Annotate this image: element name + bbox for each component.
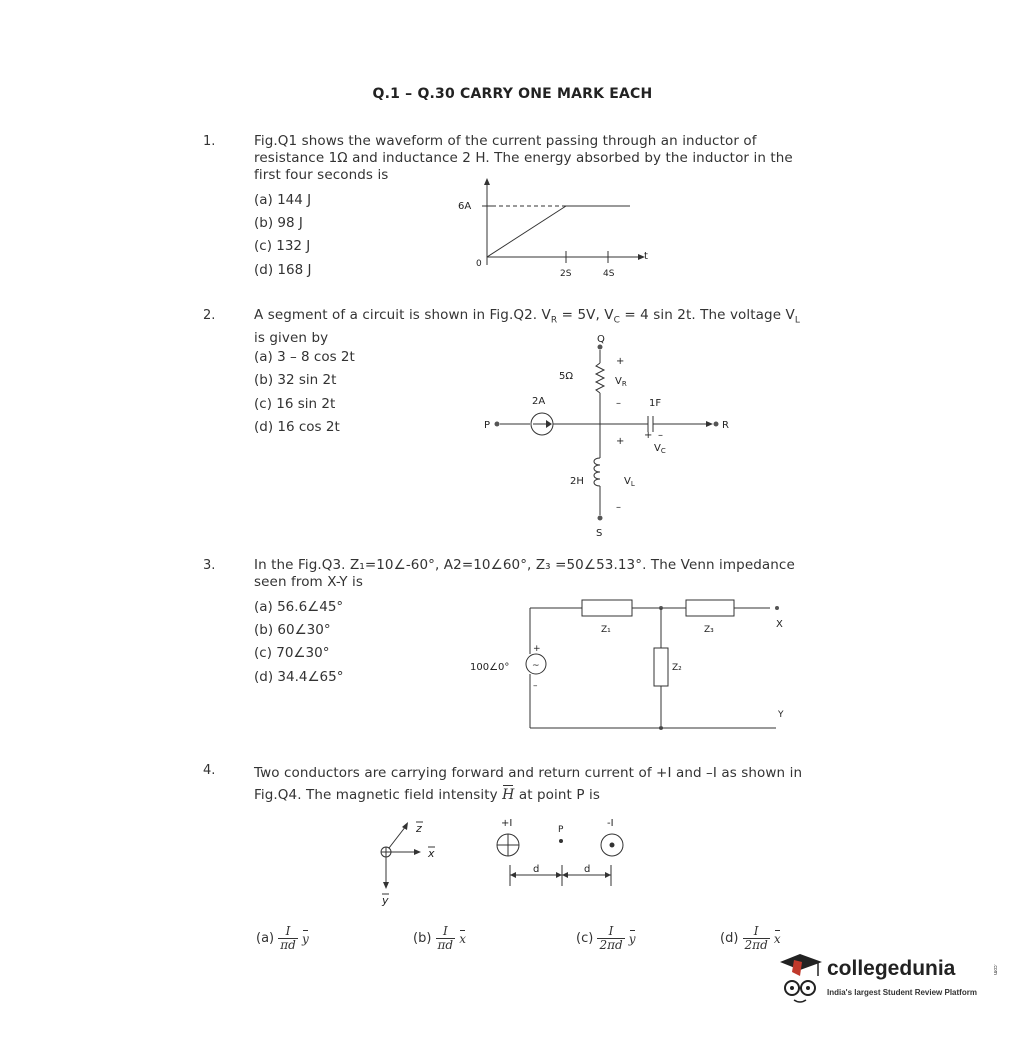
question-4-line-2b: at point P is [514,787,600,803]
fig-q2-capacitor-label: 1F [649,398,662,409]
fig-q4-plus-i: +I [501,818,513,829]
fig-q2-resistor-label: 5Ω [559,371,574,382]
logo-com: .com [992,964,998,975]
fig-q2-vl-minus: – [616,502,621,513]
fig-q2-node-s: S [596,528,603,539]
question-3-option-b: (b) 60∠30° [254,622,331,638]
fig-q2-inductor-label: 2H [570,476,584,487]
vector-h: H [502,787,515,803]
fig-q2-node-p: P [484,420,491,431]
figure-q4-conductors [360,810,650,910]
fig-q2-vc-minus: – [658,430,663,441]
fig-q3-terminal-y: Y [778,710,784,720]
question-2-number: 2. [203,308,216,323]
fig-q4-minus-i: -I [607,818,614,829]
fig-q2-vr-minus: – [616,398,621,409]
question-4-option-b: (b) $\frac{I}{\pi d}$ x [413,924,467,952]
fig-q3-z2-label: Z₂ [672,663,682,673]
question-1-option-d: (d) 168 J [254,262,312,278]
question-2-option-d: (d) 16 cos 2t [254,419,340,435]
question-1-option-b: (b) 98 J [254,215,303,231]
fig-q3-source-label: 100∠0° [470,662,510,673]
fig-q2-vc-plus: + [644,430,653,441]
fig-q2-vl-plus: + [616,436,625,447]
question-3-line-2: seen from X-Y is [254,574,363,590]
question-1-line-2: resistance 1Ω and inductance 2 H. The energy absorbed by the inductor in the [254,150,793,166]
question-4-option-a: (a) $\frac{I}{\pi d}$ y [256,924,309,952]
q2-sub-c: C [613,315,620,326]
question-4-text [254,762,802,806]
question-4-number: 4. [203,763,216,778]
fig-q3-z3-label: Z₃ [704,625,714,635]
fig-q4-axis-x: x [428,847,435,860]
question-4-option-d: (d) $\frac{I}{2\pi d}$ x [720,924,781,952]
fig-q4-point-p: P [558,825,564,835]
question-3-option-a: (a) 56.6∠45° [254,599,344,615]
fig-q1-y-label: 6A [458,201,472,212]
question-2-option-b: (b) 32 sin 2t [254,372,337,388]
fig-q4-distance-1: d [533,864,540,875]
question-3-option-d: (d) 34.4∠65° [254,669,344,685]
q2-sub-l: L [794,315,800,326]
question-1-line-3: first four seconds is [254,167,389,183]
fig-q2-node-q: Q [597,334,605,345]
logo-wordmark: collegedunia [827,957,956,980]
figure-q2-circuit [470,330,750,545]
question-1-option-c: (c) 132 J [254,238,311,254]
figure-q1-waveform [440,175,660,285]
fig-q2-node-r: R [722,420,729,431]
fig-q3-source-plus: + [533,644,541,654]
fig-q2-vl-label: $V_L$ [624,476,635,488]
fig-q1-origin: 0 [476,259,482,269]
logo-tagline: India's largest Student Review Platform [827,988,977,997]
fig-q4-axis-z: z [416,822,422,835]
question-4-line-1: Two conductors are carrying forward and return current of +I and –I as shown in [254,765,803,781]
fig-q1-x-label: t [644,251,648,262]
fig-q1-x-tick-2: 4S [603,269,615,279]
q2-sub-r: R [550,315,558,326]
fig-q1-x-tick-1: 2S [560,269,572,279]
question-3-number: 3. [203,558,216,573]
collegedunia-logo[interactable] [770,950,1010,1010]
fig-q3-source-tilde: ~ [532,661,540,671]
question-3-line-1: In the Fig.Q3. Z₁=10∠-60°, A2=10∠60°, Z₃ =50∠53.13°. The Venn impedance [254,557,795,573]
fig-q4-distance-2: d [584,864,591,875]
graduate-mascot-icon [770,950,830,1010]
fig-q3-source-minus: – [533,681,538,691]
fig-q3-terminal-x: X [776,619,783,630]
fig-q4-axis-y: y [382,894,389,907]
q2-text-part-1: A segment of a circuit is shown in Fig.Q2. V [254,307,551,323]
question-1-option-a: (a) 144 J [254,192,312,208]
question-3-option-c: (c) 70∠30° [254,645,330,661]
question-1-number: 1. [203,134,216,149]
q2-text-part-3: = 4 sin 2t. The voltage V [619,307,795,323]
fig-q2-vr-label: $V_R$ [615,376,627,388]
section-header: Q.1 – Q.30 CARRY ONE MARK EACH [372,86,653,102]
fig-q2-source-label: 2A [532,396,546,407]
fig-q2-vc-label: $V_C$ [654,443,666,455]
question-2-line-2: is given by [254,329,329,346]
figure-q3-circuit [460,590,800,735]
fig-q2-vr-plus: + [616,356,625,367]
question-4-option-c: (c) $\frac{I}{2\pi d}$ y [576,924,636,952]
fig-q3-z1-label: Z₁ [601,625,611,635]
q2-text-part-2: = 5V, V [557,307,614,323]
question-4-line-2a: Fig.Q4. The magnetic field intensity [254,787,503,803]
question-2-option-a: (a) 3 – 8 cos 2t [254,349,355,365]
question-3-text [254,557,795,591]
question-1-line-1: Fig.Q1 shows the waveform of the current passing through an inductor of [254,133,757,149]
question-2-option-c: (c) 16 sin 2t [254,396,336,412]
